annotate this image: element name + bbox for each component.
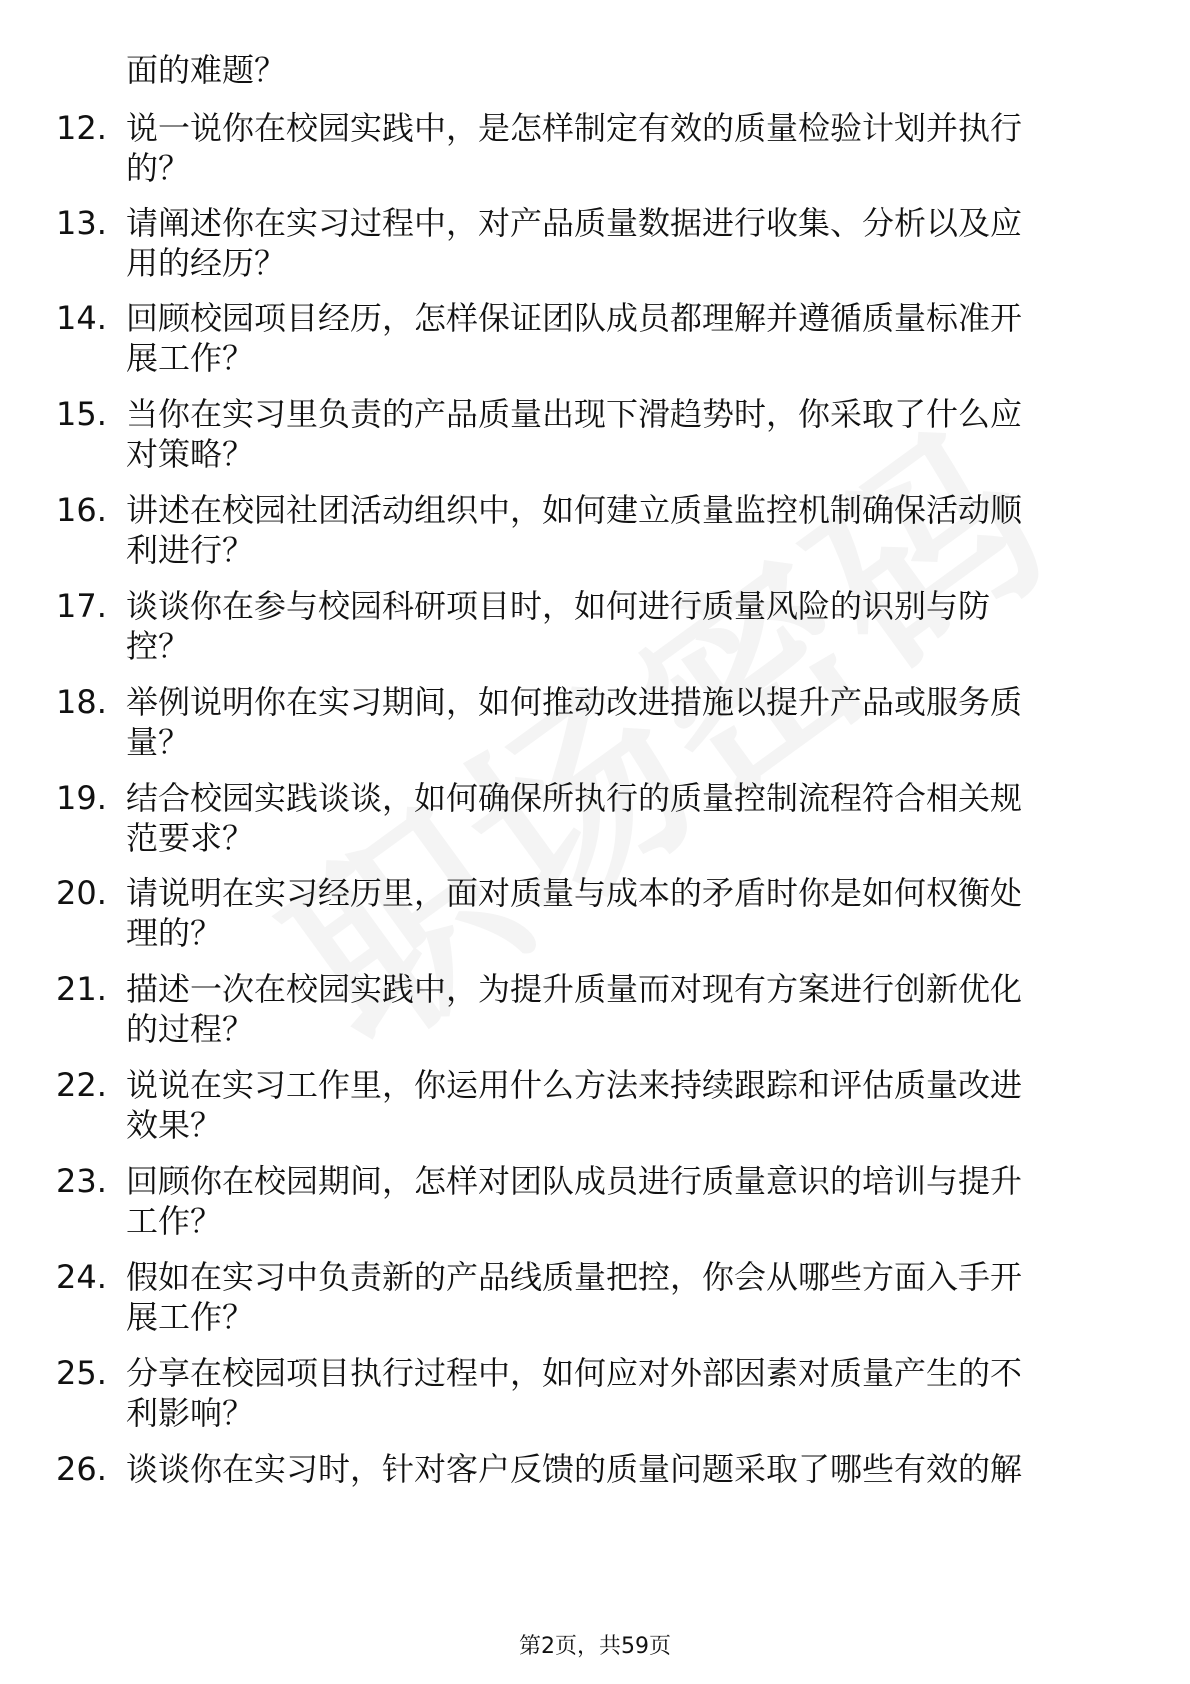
question-text bbox=[126, 873, 1126, 953]
question-number: 12. bbox=[56, 109, 107, 147]
question-line: 控？ bbox=[126, 627, 191, 665]
question-line: 用的经历？ bbox=[126, 244, 287, 282]
question-text bbox=[126, 203, 1126, 283]
question-text bbox=[126, 1257, 1126, 1337]
question-text bbox=[126, 394, 1126, 474]
question-line: 谈谈你在参与校园科研项目时，如何进行质量风险的识别与防 bbox=[126, 587, 991, 625]
question-line: 说说在实习工作里，你运用什么方法来持续跟踪和评估质量改进 bbox=[126, 1066, 1023, 1104]
question-line: 展工作？ bbox=[126, 1298, 255, 1336]
question-number: 14. bbox=[56, 299, 107, 337]
continuation-text: 面的难题？ bbox=[126, 51, 287, 89]
question-text bbox=[126, 586, 1126, 666]
question-text bbox=[126, 490, 1126, 570]
question-number: 22. bbox=[56, 1066, 107, 1104]
question-text bbox=[126, 682, 1126, 762]
question-number: 24. bbox=[56, 1258, 107, 1296]
question-text bbox=[126, 778, 1126, 858]
question-number: 17. bbox=[56, 587, 107, 625]
question-number: 16. bbox=[56, 491, 107, 529]
page-footer: 第2页，共59页 bbox=[519, 1634, 671, 1659]
question-line: 谈谈你在实习时，针对客户反馈的质量问题采取了哪些有效的解 bbox=[126, 1450, 1023, 1488]
question-text bbox=[126, 1449, 1126, 1489]
question-line: 说一说你在校园实践中，是怎样制定有效的质量检验计划并执行 bbox=[126, 109, 1023, 147]
question-line: 回顾你在校园期间，怎样对团队成员进行质量意识的培训与提升 bbox=[126, 1162, 1023, 1200]
question-line: 的？ bbox=[126, 149, 191, 187]
question-text bbox=[126, 1353, 1126, 1433]
question-text bbox=[126, 298, 1126, 378]
question-number: 18. bbox=[56, 683, 107, 721]
question-line: 讲述在校园社团活动组织中，如何建立质量监控机制确保活动顺 bbox=[126, 491, 1023, 529]
question-number: 23. bbox=[56, 1162, 107, 1200]
question-line: 假如在实习中负责新的产品线质量把控，你会从哪些方面入手开 bbox=[126, 1258, 1023, 1296]
question-line: 举例说明你在实习期间，如何推动改进措施以提升产品或服务质 bbox=[126, 683, 1023, 721]
question-line: 请说明在实习经历里，面对质量与成本的矛盾时你是如何权衡处 bbox=[126, 874, 1023, 912]
question-number: 15. bbox=[56, 395, 107, 433]
question-number: 19. bbox=[56, 779, 107, 817]
question-text bbox=[126, 969, 1126, 1049]
question-text bbox=[126, 108, 1126, 188]
question-line: 理的？ bbox=[126, 914, 223, 952]
question-number: 13. bbox=[56, 204, 107, 242]
question-line: 效果？ bbox=[126, 1106, 223, 1144]
question-text bbox=[126, 1161, 1126, 1241]
question-line: 展工作？ bbox=[126, 339, 255, 377]
question-line: 描述一次在校园实践中，为提升质量而对现有方案进行创新优化 bbox=[126, 970, 1023, 1008]
question-line: 分享在校园项目执行过程中，如何应对外部因素对质量产生的不 bbox=[126, 1354, 1023, 1392]
question-line: 当你在实习里负责的产品质量出现下滑趋势时，你采取了什么应 bbox=[126, 395, 1023, 433]
question-line: 回顾校园项目经历，怎样保证团队成员都理解并遵循质量标准开 bbox=[126, 299, 1023, 337]
question-number: 26. bbox=[56, 1450, 107, 1488]
question-line: 的过程？ bbox=[126, 1010, 255, 1048]
question-line: 利进行？ bbox=[126, 531, 255, 569]
question-number: 25. bbox=[56, 1354, 107, 1392]
question-line: 请阐述你在实习过程中，对产品质量数据进行收集、分析以及应 bbox=[126, 204, 1023, 242]
question-line: 结合校园实践谈谈，如何确保所执行的质量控制流程符合相关规 bbox=[126, 779, 1023, 817]
question-number: 20. bbox=[56, 874, 107, 912]
question-line: 对策略？ bbox=[126, 435, 255, 473]
question-number: 21. bbox=[56, 970, 107, 1008]
question-line: 利影响？ bbox=[126, 1394, 255, 1432]
question-text bbox=[126, 1065, 1126, 1145]
question-line: 范要求？ bbox=[126, 819, 255, 857]
question-line: 量？ bbox=[126, 723, 191, 761]
question-line: 工作？ bbox=[126, 1202, 223, 1240]
